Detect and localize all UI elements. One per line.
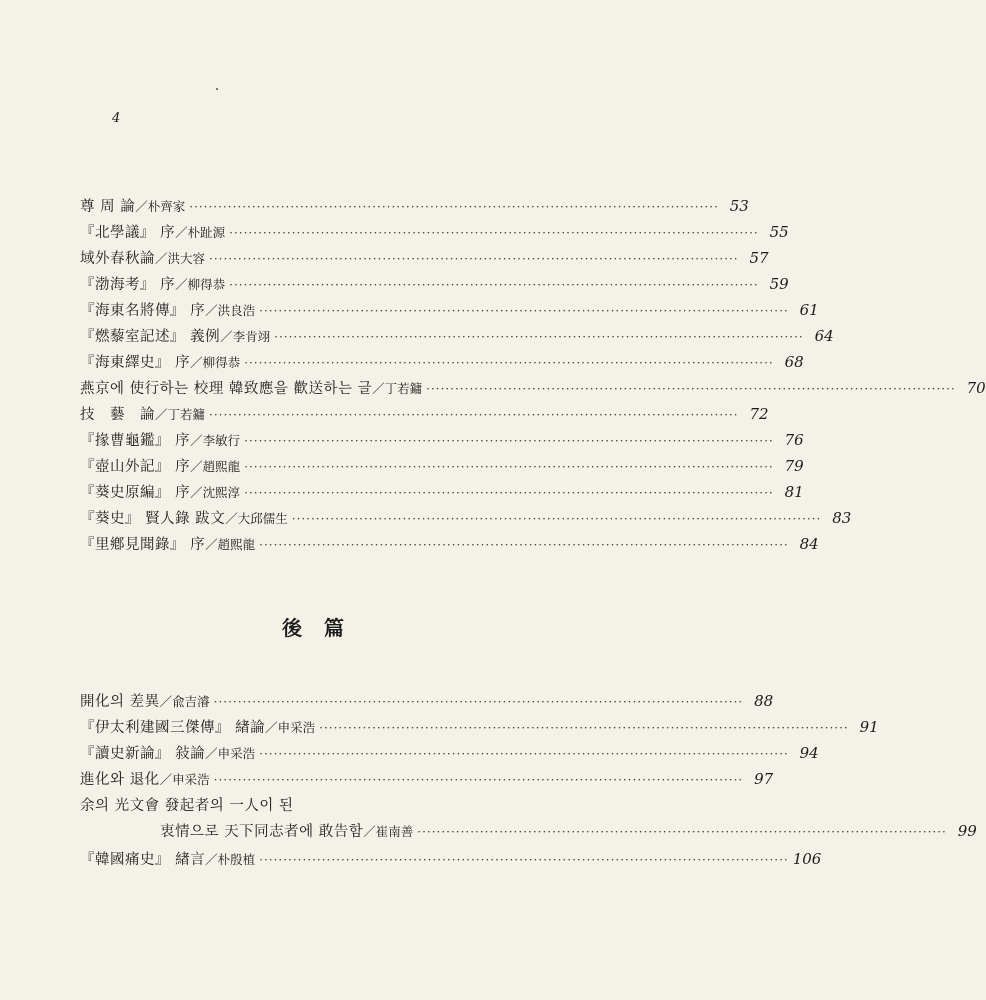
toc-entry-title-continued: 衷情으로 天下同志者에 敢告함 [160, 824, 364, 840]
toc-entry-author: ／申采浩 [205, 746, 256, 761]
dot-leader: ·············································································································· [274, 330, 804, 344]
toc-entry-line1 [80, 794, 510, 818]
toc-entry-page: 53 [729, 197, 749, 215]
dot-leader: ·············································································································· [244, 356, 774, 370]
toc-entry-page: 97 [754, 770, 774, 788]
toc-entry-title: 『葵史原編』 序 [80, 485, 191, 501]
toc-entry-title: 余의 光文會 發起者의 一人이 된 [80, 798, 294, 814]
toc-entry-title: 技 藝 論 [80, 407, 155, 423]
toc-entry-author: ／大邱儒生 [225, 511, 288, 526]
dot-leader: ·············································································································· [417, 825, 947, 839]
toc-entry-page: 55 [769, 223, 789, 241]
toc-entry [80, 325, 834, 349]
toc-entry [80, 455, 804, 479]
toc-entry-author: ／申采浩 [159, 772, 210, 787]
toc-entry-title: 燕京에 使行하는 校理 韓致應을 歡送하는 글 [80, 381, 373, 397]
toc-entry-page: 61 [799, 301, 819, 319]
toc-entry-author: ／沈熙淳 [190, 485, 241, 500]
dot-leader: ·············································································································· [244, 434, 774, 448]
toc-entry-page: 76 [784, 431, 804, 449]
toc-entry-author: ／洪良浩 [205, 303, 256, 318]
toc-entry-title: 『壺山外記』 序 [80, 459, 191, 475]
toc-entry-author: ／柳得恭 [175, 277, 226, 292]
dot-leader: ·············································································································· [259, 304, 789, 318]
toc-entry [80, 195, 749, 219]
toc-entry [80, 507, 852, 531]
toc-entry-page: 72 [749, 405, 769, 423]
toc-entry-page: 57 [749, 249, 769, 267]
toc-entry-author: ／李敏行 [190, 433, 241, 448]
toc-entry-title: 『北學議』 序 [80, 225, 176, 241]
toc-entry-author: ／洪大容 [155, 251, 206, 266]
toc-entry-author: ／李肯翊 [220, 329, 271, 344]
toc-entry-author: ／崔南善 [363, 824, 414, 839]
toc-entry [80, 299, 819, 323]
dot-leader: ·············································································································· [213, 773, 744, 787]
toc-entry-page: 59 [769, 275, 789, 293]
toc-entry-page: 106 [792, 850, 822, 868]
toc-entry [80, 403, 769, 427]
dot-leader: ·············································································································· [426, 382, 956, 396]
toc-entry [80, 377, 986, 401]
dot-leader: ·············································································································· [259, 747, 789, 761]
toc-entry-page: 88 [754, 692, 774, 710]
toc-entry-page: 81 [784, 483, 804, 501]
toc-entry-author: ／朴趾源 [175, 225, 226, 240]
dot-leader: ·············································································································· [291, 512, 822, 526]
print-speck [216, 88, 218, 90]
toc-entry [80, 351, 804, 375]
toc-entry-title: 『海東名將傳』 序 [80, 303, 206, 319]
dot-leader: ·············································································································· [259, 853, 789, 867]
toc-entry-title: 『韓國痛史』 緖言 [80, 852, 206, 868]
toc-entry-title: 進化와 退化 [80, 772, 160, 788]
dot-leader: ·············································································································· [244, 460, 774, 474]
toc-entry [80, 481, 804, 505]
toc-entry-title: 『燃藜室記述』 義例 [80, 329, 221, 345]
toc-entry [80, 429, 804, 453]
toc-entry-page: 70 [966, 379, 986, 397]
dot-leader: ·············································································································· [259, 538, 789, 552]
toc-entry [80, 742, 819, 766]
toc-entry [80, 768, 774, 792]
toc-entry-title: 『海東繹史』 序 [80, 355, 191, 371]
toc-entry [80, 247, 769, 271]
toc-entry-title: 域外春秋論 [80, 251, 155, 267]
toc-entry-author: ／趙熙龍 [190, 459, 241, 474]
dot-leader: ·············································································································· [229, 278, 759, 292]
toc-entry-page: 99 [957, 822, 977, 840]
toc-entry-title: 『渤海考』 序 [80, 277, 176, 293]
toc-entry-title: 『里鄕見聞錄』 序 [80, 537, 206, 553]
dot-leader: ·············································································································· [319, 721, 849, 735]
toc-entry-author: ／丁若鏞 [155, 407, 206, 422]
toc-entry-page: 94 [799, 744, 819, 762]
toc-entry [80, 533, 819, 557]
section-heading: 後篇 [282, 616, 366, 640]
toc-entry [80, 848, 822, 872]
toc-entry [80, 690, 774, 714]
toc-entry-page: 83 [832, 509, 852, 527]
dot-leader: ·············································································································· [209, 252, 739, 266]
toc-entry-page: 91 [859, 718, 879, 736]
toc-entry-title: 『葵史』 賢人錄 跋文 [80, 511, 226, 527]
toc-entry-title: 『讀史新論』 敍論 [80, 746, 206, 762]
toc-entry-author: ／申采浩 [265, 720, 316, 735]
toc-entry-page: 64 [814, 327, 834, 345]
toc-entry [80, 273, 789, 297]
dot-leader: ·············································································································· [244, 486, 774, 500]
toc-entry [80, 221, 789, 245]
toc-entry-author: ／兪吉濬 [159, 694, 210, 709]
toc-entry-page: 68 [784, 353, 804, 371]
toc-entry-author: ／柳得恭 [190, 355, 241, 370]
toc-entry-line2 [160, 820, 977, 844]
dot-leader: ·············································································································· [229, 226, 759, 240]
toc-entry-author: ／朴殷植 [205, 852, 256, 867]
toc-entry [80, 716, 879, 740]
toc-entry-author: ／丁若鏞 [372, 381, 423, 396]
toc-entry-author: ／朴齊家 [135, 199, 186, 214]
toc-entry-title: 『掾曹龜鑑』 序 [80, 433, 191, 449]
toc-entry-page: 84 [799, 535, 819, 553]
dot-leader: ·············································································································· [209, 408, 739, 422]
toc-entry-page: 79 [784, 457, 804, 475]
dot-leader: ·············································································································· [189, 200, 719, 214]
toc-entry-author: ／趙熙龍 [205, 537, 256, 552]
toc-entry-title: 開化의 差異 [80, 694, 160, 710]
dot-leader: ·············································································································· [213, 695, 744, 709]
toc-entry-title: 尊 周 論 [80, 199, 136, 215]
toc-entry-title: 『伊太利建國三傑傳』 緖論 [80, 720, 266, 736]
page-number: 4 [112, 111, 121, 126]
